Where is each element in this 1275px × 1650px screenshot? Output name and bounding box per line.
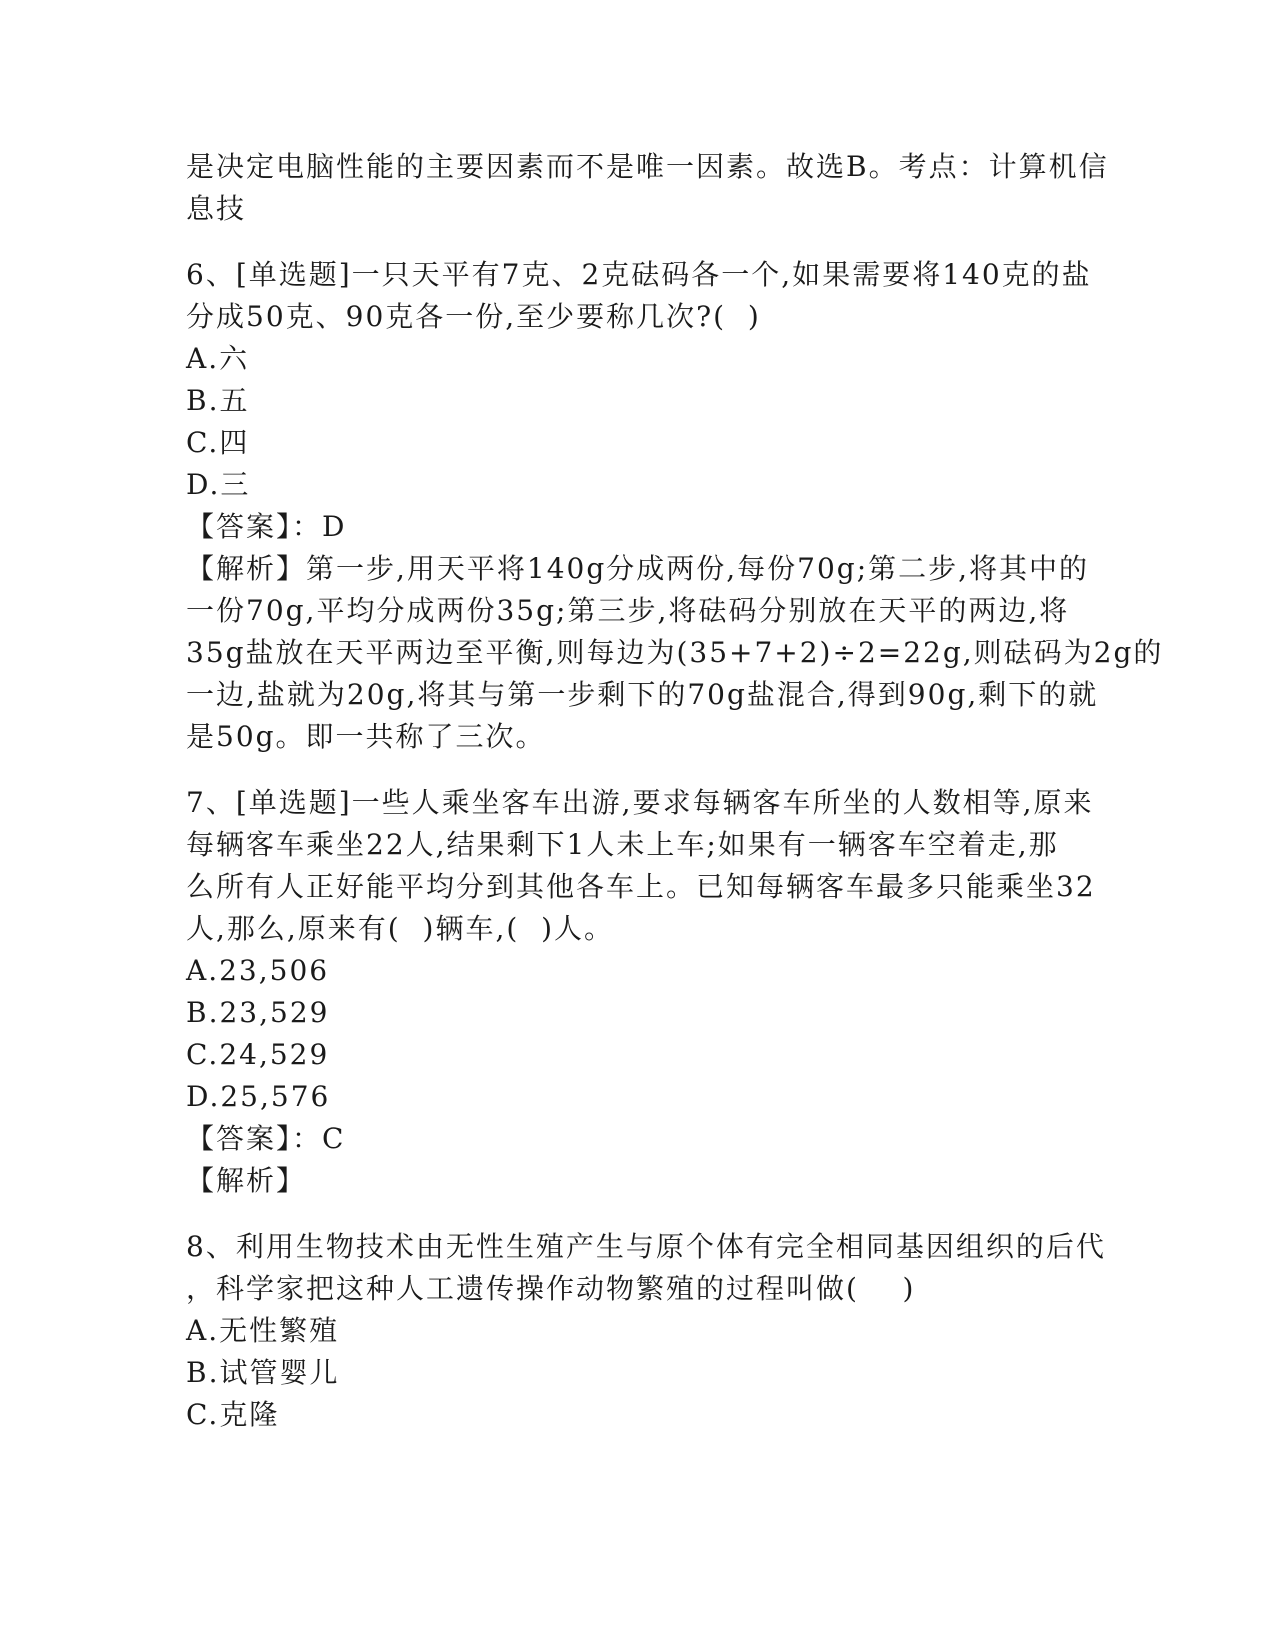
answer-line: 【答案】：D [186, 510, 347, 543]
question-stem-line: ，科学家把这种人工遗传操作动物繁殖的过程叫做( ) [186, 1272, 916, 1305]
question-stem-line: 每辆客车乘坐22人,结果剩下1人未上车;如果有一辆客车空着走,那 [186, 828, 1059, 861]
question-8 [186, 1226, 1106, 1436]
option-b: B.试管婴儿 [186, 1356, 340, 1389]
question-stem-line: 7、[单选题]一些人乘坐客车出游,要求每辆客车所坐的人数相等,原来 [186, 786, 1094, 819]
analysis-heading: 【解析】 [186, 1164, 307, 1197]
text-line: 息技 [186, 192, 247, 225]
question-stem-line: 8、利用生物技术由无性生殖产生与原个体有完全相同基因组织的后代 [186, 1230, 1106, 1263]
option-b: B.五 [186, 384, 250, 417]
question-stem-line: 分成50克、90克各一份,至少要称几次?( ) [186, 300, 761, 333]
option-c: C.克隆 [186, 1398, 280, 1431]
option-d: D.25,576 [186, 1080, 331, 1113]
question-stem-line: 6、[单选题]一只天平有7克、2克砝码各一个,如果需要将140克的盐 [186, 258, 1092, 291]
option-a: A.23,506 [186, 954, 330, 987]
option-a: A.无性繁殖 [186, 1314, 340, 1347]
analysis-line: 一边,盐就为20g,将其与第一步剩下的70g盐混合,得到90g,剩下的就 [186, 678, 1099, 711]
document-body [186, 146, 1164, 1436]
text-line: 是决定电脑性能的主要因素而不是唯一因素。故选B。考点：计算机信 [186, 150, 1109, 183]
analysis-line: 一份70g,平均分成两份35g;第三步,将砝码分别放在天平的两边,将 [186, 594, 1070, 627]
question-6 [186, 254, 1164, 758]
analysis-line: 35g盐放在天平两边至平衡,则每边为(35+7+2)÷2=22g,则砝码为2g的 [186, 636, 1164, 669]
option-d: D.三 [186, 468, 251, 501]
option-a: A.六 [186, 342, 250, 375]
question-stem-line: 人,那么,原来有( )辆车,( )人。 [186, 912, 614, 945]
analysis-line: 是50g。即一共称了三次。 [186, 720, 546, 753]
answer-line: 【答案】：C [186, 1122, 346, 1155]
question-7 [186, 782, 1096, 1202]
question-stem-line: 么所有人正好能平均分到其他各车上。已知每辆客车最多只能乘坐32 [186, 870, 1096, 903]
analysis-line: 【解析】第一步,用天平将140g分成两份,每份70g;第二步,将其中的 [186, 552, 1090, 585]
option-c: C.24,529 [186, 1038, 330, 1071]
option-c: C.四 [186, 426, 250, 459]
q5-analysis-continuation [186, 146, 1109, 230]
option-b: B.23,529 [186, 996, 330, 1029]
